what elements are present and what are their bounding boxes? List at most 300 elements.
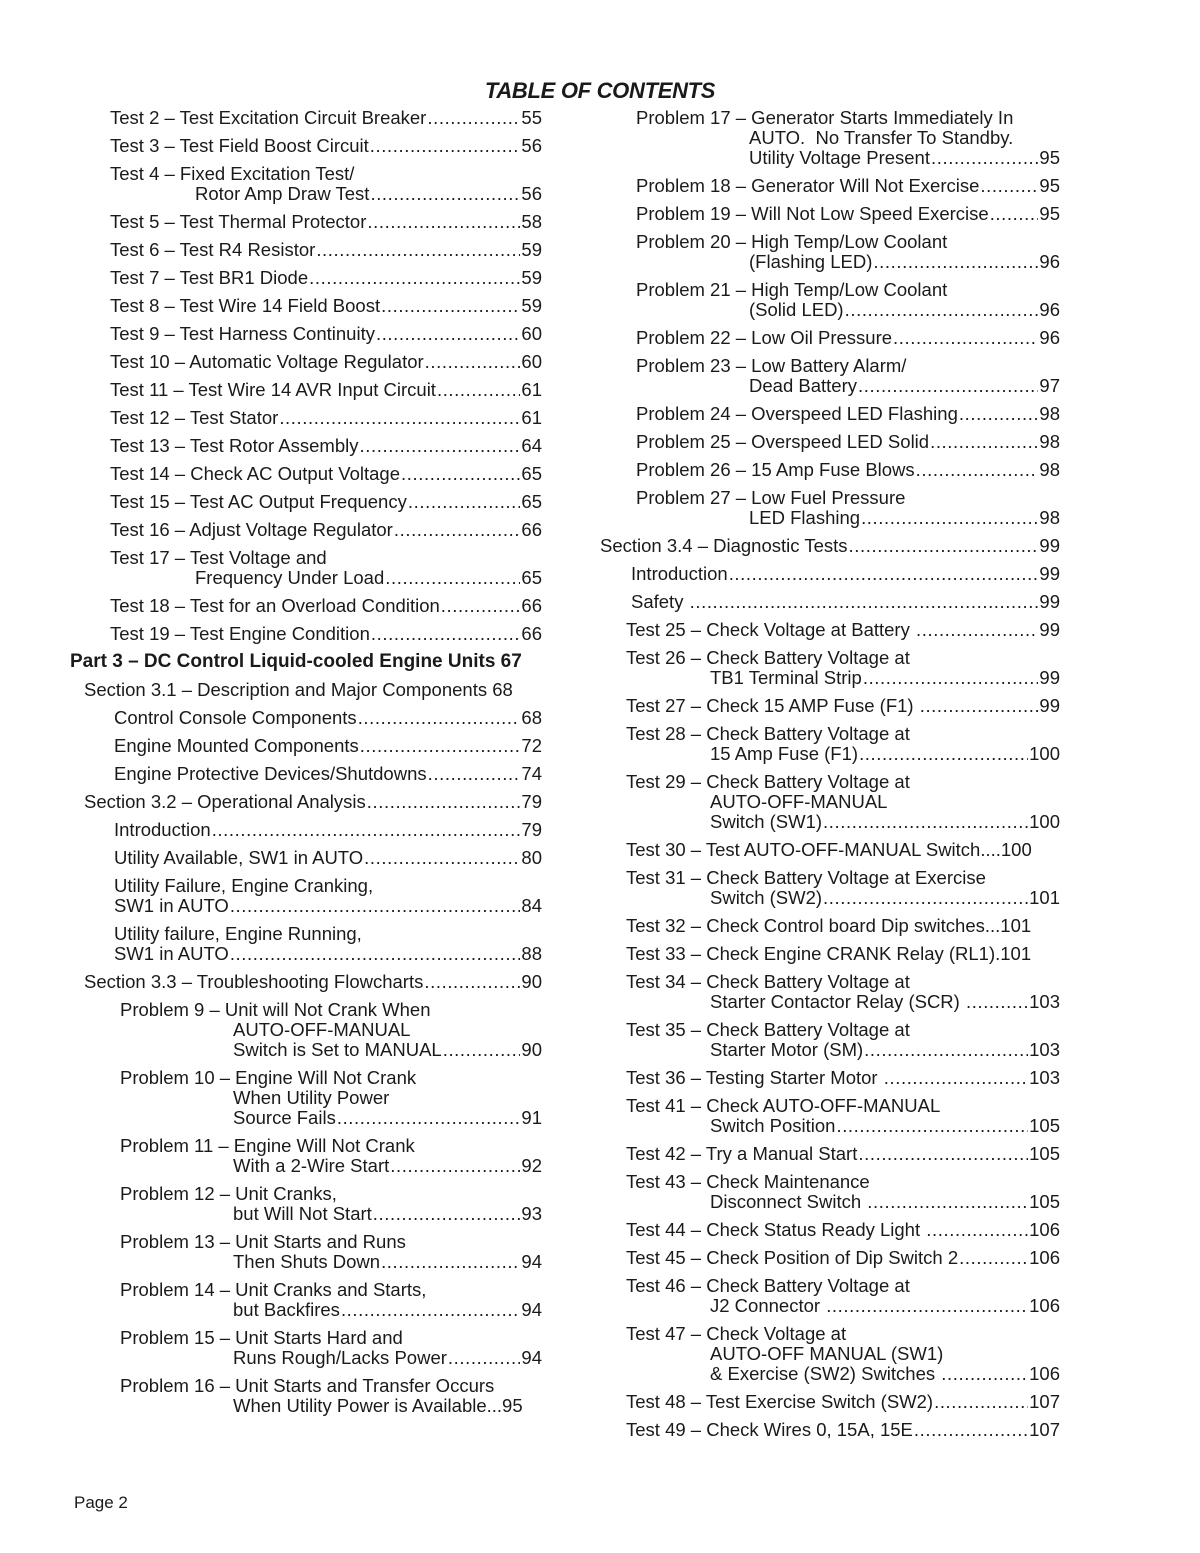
toc-entry-line: [110, 464, 542, 484]
dot-leader: [916, 460, 1039, 480]
toc-page-number: 66: [521, 519, 542, 540]
toc-page-number: 60: [521, 323, 542, 344]
toc-entry[interactable]: [66, 876, 542, 916]
dot-leader: [373, 1204, 521, 1224]
dot-leader: [230, 896, 521, 916]
toc-entry[interactable]: [66, 464, 542, 484]
toc-entry-text: Test 41 – Check AUTO-OFF-MANUAL: [626, 1095, 941, 1116]
toc-page-number: 99: [1039, 667, 1060, 688]
dot-leader: [823, 888, 1028, 908]
dot-leader: [360, 736, 521, 756]
toc-page-number: 92: [521, 1155, 542, 1176]
toc-entry-line: [110, 520, 542, 540]
toc-entry[interactable]: [66, 1068, 542, 1128]
toc-entry[interactable]: [598, 232, 1060, 272]
toc-column-left: [66, 108, 542, 1424]
toc-page-number: 98: [1039, 403, 1060, 424]
toc-page-number: 90: [521, 971, 542, 992]
dot-leader: [931, 148, 1038, 168]
toc-entry-line: [626, 1220, 1060, 1240]
toc-entry-line: [626, 1068, 1060, 1088]
toc-entry-line: [626, 1364, 1060, 1384]
toc-entry-text: Test 34 – Check Battery Voltage at: [626, 971, 910, 992]
toc-entry[interactable]: [66, 792, 542, 812]
toc-entry[interactable]: [598, 1068, 1060, 1088]
toc-page-number: 105: [1029, 1115, 1060, 1136]
toc-page-number: 98: [1039, 459, 1060, 480]
toc-entry[interactable]: [598, 1172, 1060, 1212]
toc-entry-line: [120, 1136, 542, 1156]
toc-entry-text: Problem 24 – Overspeed LED Flashing: [636, 403, 958, 424]
toc-entry[interactable]: [66, 972, 542, 992]
toc-entry-text: Test 13 – Test Rotor Assembly: [110, 435, 359, 456]
toc-entry[interactable]: [66, 164, 542, 204]
toc-page-number: 96: [1039, 251, 1060, 272]
toc-entry-text: but Will Not Start: [233, 1203, 372, 1224]
dot-leader: [836, 1116, 1028, 1136]
toc-entry-line: [110, 240, 542, 260]
toc-page-number: 66: [521, 595, 542, 616]
toc-page-number: 65: [521, 567, 542, 588]
toc-page-number: 105: [1029, 1191, 1060, 1212]
toc-page-number: 66: [521, 623, 542, 644]
toc-entry-text: Test 43 – Check Maintenance: [626, 1171, 870, 1192]
toc-entry-line: [120, 1232, 542, 1252]
toc-entry-text: Test 6 – Test R4 Resistor: [110, 239, 316, 260]
toc-entry-line: [636, 460, 1060, 480]
toc-entry-line: [636, 108, 1060, 128]
toc-entry-line: [70, 652, 542, 672]
toc-entry-text: Problem 21 – High Temp/Low Coolant: [636, 279, 948, 300]
toc-entry-text: Utility Failure, Engine Cranking,: [114, 875, 374, 896]
dot-leader: [390, 1156, 520, 1176]
toc-entry-text: Test 2 – Test Excitation Circuit Breaker: [110, 107, 427, 128]
toc-entry-line: [120, 1068, 542, 1088]
toc-entry[interactable]: [598, 356, 1060, 396]
toc-entry[interactable]: [598, 1420, 1060, 1440]
toc-entry[interactable]: [66, 1280, 542, 1320]
dot-leader: [212, 820, 521, 840]
toc-entry[interactable]: [598, 1220, 1060, 1240]
dot-leader: [316, 240, 520, 260]
toc-entry-line: [110, 108, 542, 128]
toc-entry[interactable]: [598, 1144, 1060, 1164]
dot-leader: [437, 380, 520, 400]
dot-leader: [428, 764, 521, 784]
toc-page-number: 55: [521, 107, 542, 128]
toc-entry-line: [110, 492, 542, 512]
toc-entry-line: [636, 252, 1060, 272]
toc-entry-text: Test 48 – Test Exercise Switch (SW2): [626, 1391, 934, 1412]
dot-leader: [370, 136, 521, 156]
toc-entry[interactable]: [598, 564, 1060, 584]
toc-entry-line: [114, 764, 542, 784]
toc-entry-text: Problem 11 – Engine Will Not Crank: [120, 1135, 415, 1156]
toc-entry[interactable]: [598, 1096, 1060, 1136]
dot-leader: [367, 792, 521, 812]
toc-entry-line: [626, 916, 1060, 936]
toc-entry-text: but Backfires: [233, 1299, 340, 1320]
toc-entry-line: [626, 1144, 1060, 1164]
toc-entry[interactable]: [598, 620, 1060, 640]
toc-page-number: 56: [521, 135, 542, 156]
toc-entry[interactable]: [598, 488, 1060, 528]
toc-entry[interactable]: [598, 536, 1060, 556]
toc-entry[interactable]: [598, 592, 1060, 612]
toc-entry[interactable]: [66, 240, 542, 260]
toc-entry-text: 15 Amp Fuse (F1): [710, 743, 859, 764]
toc-entry-text: (Flashing LED): [749, 251, 873, 272]
toc-page-number: 94: [521, 1299, 542, 1320]
toc-entry-line: [110, 164, 542, 184]
toc-entry-text: Test 10 – Automatic Voltage Regulator: [110, 351, 424, 372]
toc-page-number: 79: [521, 819, 542, 840]
toc-entry[interactable]: [598, 840, 1060, 860]
toc-entry[interactable]: [598, 108, 1060, 168]
toc-entry-line: [120, 1088, 542, 1108]
toc-entry-text: & Exercise (SW2) Switches: [710, 1363, 941, 1384]
toc-entry-text: Source Fails: [233, 1107, 336, 1128]
toc-entry[interactable]: [598, 176, 1060, 196]
toc-entry-line: [110, 568, 542, 588]
toc-entry[interactable]: [66, 212, 542, 232]
toc-entry-text: J2 Connector: [710, 1295, 826, 1316]
toc-page-number: 91: [521, 1107, 542, 1128]
dot-leader: [934, 1392, 1028, 1412]
toc-page-number: 95: [1039, 175, 1060, 196]
toc-entry-line: [120, 1156, 542, 1176]
toc-entry[interactable]: [598, 648, 1060, 688]
toc-entry-line: [626, 1420, 1060, 1440]
toc-page-number: 106: [1029, 1295, 1060, 1316]
toc-entry[interactable]: [598, 1276, 1060, 1316]
toc-page-number: 72: [521, 735, 542, 756]
toc-entry[interactable]: [66, 1184, 542, 1224]
toc-entry-text: Test 16 – Adjust Voltage Regulator: [110, 519, 393, 540]
toc-entry-line: [120, 1040, 542, 1060]
toc-entry-text: LED Flashing: [749, 507, 861, 528]
toc-entry-text: Disconnect Switch: [710, 1191, 867, 1212]
toc-entry-text: Problem 18 – Generator Will Not Exercise: [636, 175, 980, 196]
toc-page-number: 60: [521, 351, 542, 372]
toc-page-number: 94: [521, 1251, 542, 1272]
toc-entry[interactable]: [598, 772, 1060, 832]
toc-entry-text: AUTO-OFF MANUAL (SW1): [710, 1343, 944, 1364]
toc-entry-line: [626, 1020, 1060, 1040]
toc-entry[interactable]: [598, 1392, 1060, 1412]
toc-entry[interactable]: [598, 204, 1060, 224]
toc-entry[interactable]: [66, 1232, 542, 1272]
toc-entry-text: Test 27 – Check 15 AMP Fuse (F1): [626, 695, 919, 716]
toc-page-number: 74: [521, 763, 542, 784]
toc-entry[interactable]: [66, 408, 542, 428]
toc-entry-line: [626, 972, 1060, 992]
toc-page-number: 100: [1029, 743, 1060, 764]
toc-entry-line: [626, 1392, 1060, 1412]
toc-entry[interactable]: [66, 436, 542, 456]
toc-entry-line: [120, 1020, 542, 1040]
toc-entry-line: [114, 708, 542, 728]
toc-entry-line: [636, 488, 1060, 508]
dot-leader: [893, 328, 1038, 348]
toc-entry-text: Problem 19 – Will Not Low Speed Exercise: [636, 203, 989, 224]
toc-entry-text: Utility Available, SW1 in AUTO: [114, 847, 364, 868]
toc-entry-text: Test 42 – Try a Manual Start: [626, 1143, 858, 1164]
dot-leader: [861, 508, 1038, 528]
toc-entry-line: [626, 668, 1060, 688]
dot-leader: [930, 432, 1038, 452]
toc-entry-text: Test 14 – Check AC Output Voltage: [110, 463, 401, 484]
toc-entry[interactable]: [66, 296, 542, 316]
toc-entry-text: Test 4 – Fixed Excitation Test/: [110, 163, 355, 184]
toc-entry-text: Test 31 – Check Battery Voltage at Exercise: [626, 867, 986, 888]
toc-entry-line: [626, 772, 1060, 792]
toc-entry[interactable]: [598, 972, 1060, 1012]
toc-entry[interactable]: [598, 1248, 1060, 1268]
toc-entry[interactable]: [598, 460, 1060, 480]
toc-entry-text: Test 19 – Test Engine Condition: [110, 623, 370, 644]
dot-leader: [385, 568, 520, 588]
toc-entry-line: [626, 620, 1060, 640]
toc-entry[interactable]: [598, 328, 1060, 348]
dot-leader: [867, 1192, 1028, 1212]
toc-entry-text: Test 12 – Test Stator: [110, 407, 279, 428]
toc-page-number: 80: [521, 847, 542, 868]
toc-entry-text: Part 3 – DC Control Liquid-cooled Engine Units 67: [70, 651, 522, 672]
toc-entry[interactable]: [66, 492, 542, 512]
dot-leader: [376, 324, 520, 344]
toc-page-number: 95: [1039, 147, 1060, 168]
toc-entry-line: [626, 696, 1060, 716]
toc-entry-text: Problem 25 – Overspeed LED Solid: [636, 431, 930, 452]
toc-entry[interactable]: [66, 548, 542, 588]
toc-page-number: 93: [521, 1203, 542, 1224]
toc-entry[interactable]: [66, 652, 542, 672]
toc-entry-line: [110, 212, 542, 232]
toc-entry-line: [114, 848, 542, 868]
toc-entry-line: [120, 1108, 542, 1128]
toc-entry-line: [636, 376, 1060, 396]
toc-entry-text: Problem 20 – High Temp/Low Coolant: [636, 231, 948, 252]
dot-leader: [425, 352, 521, 372]
toc-entry[interactable]: [66, 352, 542, 372]
toc-entry-text: Test 29 – Check Battery Voltage at: [626, 771, 910, 792]
toc-entry-text: Switch (SW2): [710, 887, 823, 908]
toc-entry[interactable]: [66, 820, 542, 840]
toc-entry-text: Engine Mounted Components: [114, 735, 359, 756]
toc-entry-text: Section 3.3 – Troubleshooting Flowcharts: [84, 971, 424, 992]
toc-entry-text: Test 44 – Check Status Ready Light: [626, 1219, 926, 1240]
toc-page-number: 59: [521, 295, 542, 316]
toc-entry-line: [636, 128, 1060, 148]
toc-entry-line: [626, 1324, 1060, 1344]
toc-entry[interactable]: [598, 696, 1060, 716]
toc-entry-line: [626, 1116, 1060, 1136]
toc-page-number: 98: [1039, 507, 1060, 528]
toc-entry-text: Section 3.4 – Diagnostic Tests: [600, 535, 848, 556]
toc-entry-text: When Utility Power: [233, 1087, 390, 1108]
toc-entry[interactable]: [598, 944, 1060, 964]
toc-entry[interactable]: [66, 596, 542, 616]
toc-entry-text: SW1 in AUTO: [114, 895, 229, 916]
dot-leader: [448, 1348, 521, 1368]
toc-entry-text: Utility Voltage Present: [749, 147, 930, 168]
toc-entry-line: [120, 1000, 542, 1020]
dot-leader: [858, 1144, 1028, 1164]
toc-entry[interactable]: [598, 724, 1060, 764]
dot-leader: [966, 992, 1028, 1012]
toc-entry[interactable]: [66, 380, 542, 400]
toc-entry[interactable]: [598, 404, 1060, 424]
toc-entry-text: Test 15 – Test AC Output Frequency: [110, 491, 407, 512]
dot-leader: [309, 268, 520, 288]
toc-entry-line: [636, 328, 1060, 348]
dot-leader: [337, 1108, 521, 1128]
dot-leader: [443, 1040, 521, 1060]
toc-entry-text: When Utility Power is Available...95: [233, 1395, 523, 1416]
toc-entry-line: [631, 592, 1060, 612]
toc-entry-line: [110, 352, 542, 372]
dot-leader: [230, 944, 521, 964]
toc-entry-text: Test 5 – Test Thermal Protector: [110, 211, 367, 232]
toc-page-number: 58: [521, 211, 542, 232]
toc-entry-text: Test 7 – Test BR1 Diode: [110, 267, 309, 288]
toc-page-number: 59: [521, 239, 542, 260]
toc-entry[interactable]: [598, 432, 1060, 452]
toc-entry-line: [110, 296, 542, 316]
toc-entry-line: [84, 792, 542, 812]
toc-entry[interactable]: [66, 108, 542, 128]
toc-entry-text: Then Shuts Down: [233, 1251, 381, 1272]
toc-page-number: 106: [1029, 1219, 1060, 1240]
toc-entry[interactable]: [66, 736, 542, 756]
dot-leader: [859, 744, 1028, 764]
toc-entry[interactable]: [66, 324, 542, 344]
dot-leader: [980, 176, 1038, 196]
toc-entry-line: [120, 1204, 542, 1224]
dot-leader: [401, 464, 520, 484]
toc-entry-line: [120, 1396, 542, 1416]
toc-entry-text: Problem 9 – Unit will Not Crank When: [120, 999, 431, 1020]
toc-page-number: 106: [1029, 1247, 1060, 1268]
toc-entry[interactable]: [66, 924, 542, 964]
toc-entry[interactable]: [66, 680, 542, 700]
toc-page-number: 103: [1029, 1067, 1060, 1088]
toc-entry[interactable]: [66, 848, 542, 868]
toc-entry-text: (Solid LED): [749, 299, 844, 320]
toc-entry-text: Problem 16 – Unit Starts and Transfer Occurs: [120, 1375, 495, 1396]
toc-page-number: 61: [521, 379, 542, 400]
toc-entry-line: [626, 1096, 1060, 1116]
toc-entry-text: AUTO-OFF-MANUAL: [710, 791, 888, 812]
toc-entry[interactable]: [66, 1328, 542, 1368]
toc-entry-line: [120, 1184, 542, 1204]
toc-entry-line: [626, 1248, 1060, 1268]
dot-leader: [367, 212, 520, 232]
toc-entry-line: [626, 1276, 1060, 1296]
dot-leader: [424, 972, 520, 992]
toc-entry-text: Test 33 – Check Engine CRANK Relay (RL1).101: [626, 943, 1032, 964]
toc-entry-line: [110, 136, 542, 156]
toc-page-number: 106: [1029, 1363, 1060, 1384]
dot-leader: [360, 436, 521, 456]
toc-entry[interactable]: [598, 916, 1060, 936]
dot-leader: [826, 1296, 1028, 1316]
dot-leader: [364, 848, 520, 868]
toc-entry-text: Test 30 – Test AUTO-OFF-MANUAL Switch....100: [626, 839, 1032, 860]
toc-entry[interactable]: [66, 764, 542, 784]
toc-entry[interactable]: [598, 280, 1060, 320]
toc-entry-text: TB1 Terminal Strip: [710, 667, 862, 688]
toc-entry-line: [636, 508, 1060, 528]
toc-entry[interactable]: [598, 1020, 1060, 1060]
dot-leader: [729, 564, 1039, 584]
toc-entry[interactable]: [66, 624, 542, 644]
toc-entry-line: [110, 324, 542, 344]
toc-entry-line: [636, 176, 1060, 196]
toc-page-number: 101: [1029, 887, 1060, 908]
dot-leader: [959, 404, 1039, 424]
toc-entry-line: [120, 1348, 542, 1368]
dot-leader: [358, 708, 521, 728]
toc-entry-line: [120, 1300, 542, 1320]
toc-entry-line: [636, 356, 1060, 376]
dot-leader: [959, 1248, 1028, 1268]
toc-entry-text: Problem 12 – Unit Cranks,: [120, 1183, 337, 1204]
toc-entry-text: Test 11 – Test Wire 14 AVR Input Circuit: [110, 379, 436, 400]
toc-entry-text: AUTO. No Transfer To Standby.: [749, 127, 1014, 148]
toc-entry[interactable]: [598, 868, 1060, 908]
toc-entry[interactable]: [66, 1000, 542, 1060]
toc-entry-text: Test 32 – Check Control board Dip switches...101: [626, 915, 1032, 936]
toc-entry-line: [110, 436, 542, 456]
toc-page-number: 56: [521, 183, 542, 204]
toc-entry-text: Starter Motor (SM): [710, 1039, 864, 1060]
toc-entry-text: Test 47 – Check Voltage at: [626, 1323, 847, 1344]
dot-leader: [371, 624, 521, 644]
toc-entry-text: Problem 22 – Low Oil Pressure: [636, 327, 893, 348]
toc-entry-line: [114, 736, 542, 756]
toc-entry-text: Frequency Under Load: [195, 567, 385, 588]
dot-leader: [920, 696, 1039, 716]
toc-entry[interactable]: [66, 520, 542, 540]
toc-page-number: 103: [1029, 991, 1060, 1012]
toc-page-number: 96: [1039, 299, 1060, 320]
toc-entry[interactable]: [598, 1324, 1060, 1384]
toc-entry[interactable]: [66, 1376, 542, 1416]
toc-entry-line: [626, 724, 1060, 744]
toc-entry-text: Test 28 – Check Battery Voltage at: [626, 723, 910, 744]
toc-entry[interactable]: [66, 1136, 542, 1176]
toc-entry[interactable]: [66, 136, 542, 156]
toc-entry[interactable]: [66, 268, 542, 288]
toc-entry-line: [636, 280, 1060, 300]
toc-entry-line: [626, 944, 1060, 964]
toc-entry-text: Starter Contactor Relay (SCR): [710, 991, 965, 1012]
toc-column-right: [598, 108, 1060, 1448]
toc-page-number: 107: [1029, 1391, 1060, 1412]
toc-entry-line: [110, 268, 542, 288]
toc-entry-line: [120, 1328, 542, 1348]
toc-entry[interactable]: [66, 708, 542, 728]
toc-page-number: 99: [1039, 591, 1060, 612]
toc-page-number: 64: [521, 435, 542, 456]
toc-entry-line: [110, 380, 542, 400]
dot-leader: [926, 1220, 1028, 1240]
toc-entry-text: Problem 27 – Low Fuel Pressure: [636, 487, 906, 508]
toc-entry-line: [120, 1280, 542, 1300]
toc-entry-text: Section 3.1 – Description and Major Components 68: [84, 679, 513, 700]
